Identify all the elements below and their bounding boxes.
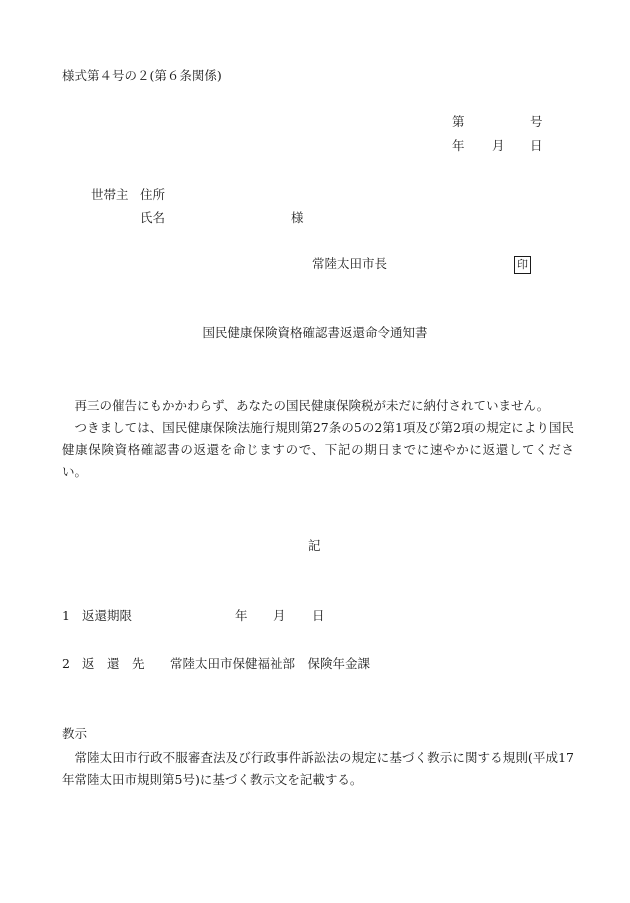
doc-number-dai: 第	[452, 114, 465, 129]
notice-text: 常陸太田市行政不服審査法及び行政事件訴訟法の規定に基づく教示に関する規則(平成17年常陸太田市規則第5号)に基づく教示文を記載する。	[62, 750, 574, 787]
date-year: 年	[452, 138, 465, 153]
body-paragraph-2: つきましては、国民健康保険法施行規則第27条の5の2第1項及び第2項の規定により国民健康保険資格確認書の返還を命じますので、下記の期日までに速やかに返還してください。	[62, 420, 574, 479]
date-day: 日	[530, 138, 543, 153]
item-2-value: 常陸太田市保健福祉部 保険年金課	[170, 656, 371, 671]
item-1-month: 月	[273, 608, 286, 623]
sender-title: 常陸太田市長	[312, 256, 388, 271]
honorific: 様	[291, 210, 304, 225]
doc-number-go: 号	[530, 114, 543, 129]
seal-stamp: 印	[514, 256, 531, 274]
ki-heading: 記	[308, 538, 321, 553]
date-month: 月	[492, 138, 505, 153]
item-1-year: 年	[235, 608, 248, 623]
name-label: 氏名	[140, 210, 166, 225]
item-1-day: 日	[312, 608, 325, 623]
body-paragraph-1: 再三の催告にもかかわらず、あなたの国民健康保険税が未だに納付されていません。	[74, 398, 550, 413]
address-label: 住所	[140, 187, 166, 202]
document-title: 国民健康保険資格確認書返還命令通知書	[202, 325, 428, 340]
item-1-label: 返還期限	[82, 608, 133, 623]
form-number: 様式第４号の２(第６条関係)	[62, 68, 222, 83]
notice-heading: 教示	[62, 726, 88, 741]
item-2-number: 2	[62, 656, 70, 671]
item-1-number: 1	[62, 608, 70, 623]
item-2-label: 返 還 先	[82, 656, 145, 671]
household-head-label: 世帯主	[91, 187, 129, 202]
